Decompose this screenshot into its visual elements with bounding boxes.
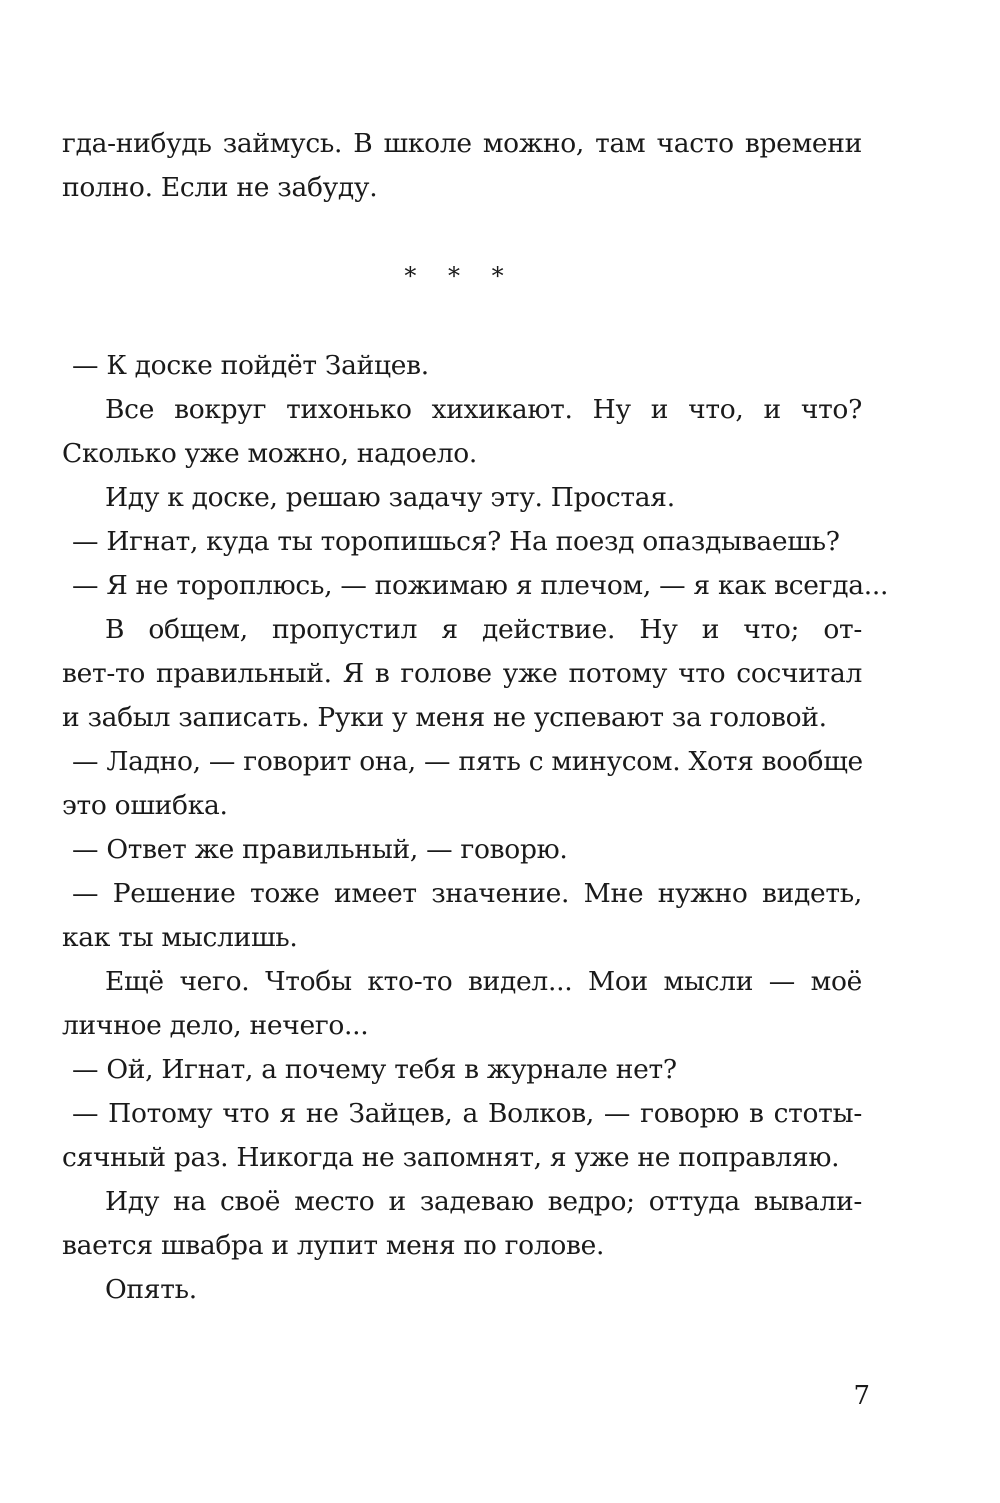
page-number: 7 <box>853 1381 870 1411</box>
dialogue-line: — Игнат, куда ты торопишься? На поезд опаздываешь? <box>72 526 840 557</box>
text-line: Сколько уже можно, надоело. <box>62 438 478 469</box>
text-line: личное дело, нечего... <box>62 1010 369 1041</box>
text-line: вет-то правильный. Я в голове уже потому что сосчитал <box>62 658 862 689</box>
section-separator: * * * <box>404 262 516 290</box>
text-line: как ты мыслишь. <box>62 922 298 953</box>
text-line: это ошибка. <box>62 790 228 821</box>
text-line: Опять. <box>105 1274 197 1305</box>
text-line: вается швабра и лупит меня по голове. <box>62 1230 605 1261</box>
dialogue-line: — Ой, Игнат, а почему тебя в журнале нет? <box>72 1054 677 1085</box>
dialogue-line: — Решение тоже имеет значение. Мне нужно видеть, <box>72 878 862 909</box>
text-line: сячный раз. Никогда не запомнят, я уже не поправляю. <box>62 1142 840 1173</box>
text-line: полно. Если не забуду. <box>62 172 378 203</box>
dialogue-line: — Потому что я не Зайцев, а Волков, — говорю в стоты- <box>72 1098 862 1129</box>
text-line: В общем, пропустил я действие. Ну и что; от- <box>105 614 862 645</box>
text-line: гда-нибудь займусь. В школе можно, там часто времени <box>62 128 862 159</box>
text-line: Иду на своё место и задеваю ведро; оттуда вывали- <box>105 1186 862 1217</box>
dialogue-line: — Я не тороплюсь, — пожимаю я плечом, — я как всегда... <box>72 570 889 601</box>
text-line: Ещё чего. Чтобы кто-то видел... Мои мысли — моё <box>105 966 862 997</box>
dialogue-line: — Ладно, — говорит она, — пять с минусом. Хотя вообще <box>72 746 863 777</box>
dialogue-line: — Ответ же правильный, — говорю. <box>72 834 568 865</box>
text-line: Иду к доске, решаю задачу эту. Простая. <box>105 482 675 513</box>
dialogue-line: — К доске пойдёт Зайцев. <box>72 350 429 381</box>
text-line: Все вокруг тихонько хихикают. Ну и что, и что? <box>105 394 862 425</box>
text-line: и забыл записать. Руки у меня не успевают за головой. <box>62 702 827 733</box>
